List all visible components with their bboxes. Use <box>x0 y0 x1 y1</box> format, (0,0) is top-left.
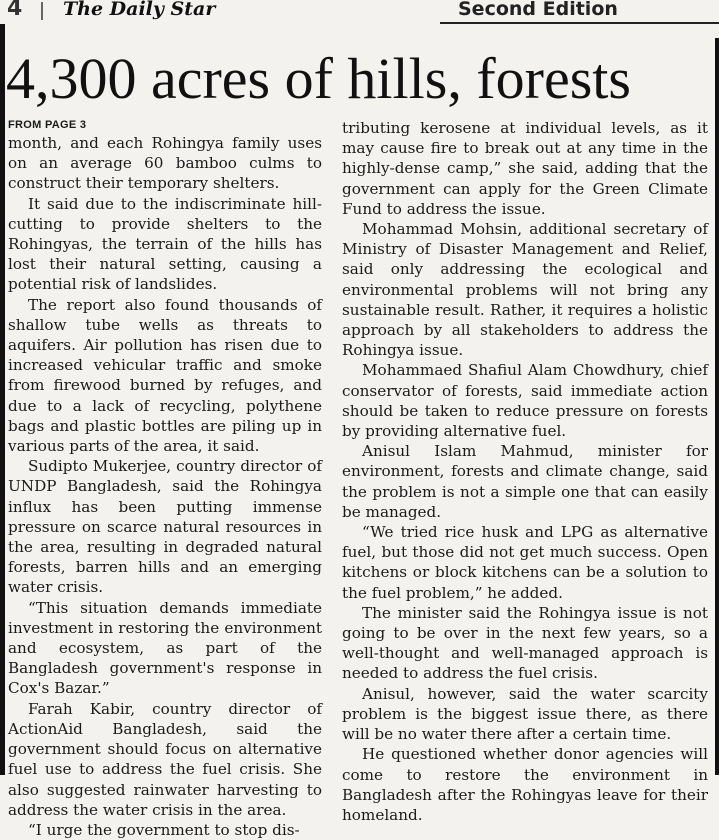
article-column-right <box>342 118 708 825</box>
masthead-divider <box>41 2 43 20</box>
edition-label: Second Edition <box>458 0 618 20</box>
paragraph: Farah Kabir, country director of ActionAid Bangladesh, said the government should focus on alternative fuel use to address the fuel crisis. She also suggested rainwater harvesting to address the water crisis in the area. <box>8 699 322 819</box>
paragraph: “I urge the government to stop dis- <box>28 820 300 839</box>
newspaper-name: The Daily Star <box>63 0 216 20</box>
continuation-label: FROM PAGE 3 <box>8 119 87 131</box>
page-number: 4 <box>7 0 23 21</box>
paragraph: The minister said the Rohingya issue is not going to be over in the next few years, so a well-thought and well-managed approach is needed to address the fuel crisis. <box>342 603 708 683</box>
paragraph: month, and each Rohingya family uses on an average 60 bamboo culms to construct their temporary shelters. <box>8 134 322 193</box>
paragraph: Sudipto Mukerjee, country director of UNDP Bangladesh, said the Rohingya influx has been putting immense pressure on scarce natural resources in the area, resulting in degraded natural forests, barren hills and an emerging water crisis. <box>8 457 322 597</box>
masthead <box>0 0 719 24</box>
paragraph: Anisul, however, said the water scarcity problem is the biggest issue there, as there will be no water there after a certain time. <box>342 684 708 744</box>
article-column-left <box>8 118 322 840</box>
masthead-rule <box>440 22 719 24</box>
page-edge-right <box>715 38 719 775</box>
page-edge-left <box>0 24 5 775</box>
paragraph: It said due to the indiscriminate hill-cutting to provide shelters to the Rohingyas, the terrain of the hills has lost their natural setting, causing a potential risk of landslides. <box>8 194 322 294</box>
paragraph: “This situation demands immediate investment in restoring the environment and ecosystem, as part of the Bangladesh government's response in Cox's Bazar.” <box>8 598 322 698</box>
paragraph: He questioned whether donor agencies will come to restore the environment in Bangladesh after the Rohingyas leave for their homeland. <box>342 745 708 824</box>
paragraph: The report also found thousands of shallow tube wells as threats to aquifers. Air pollution has risen due to increased vehicular traffic and smoke from firewood burned by refuges, and due to a lack of recycling, polythene bags and plastic bottles are piling up in various parts of the area, it said. <box>8 295 322 456</box>
paragraph: Mohammaed Shafiul Alam Chowdhury, chief conservator of forests, said immediate action should be taken to reduce pressure on forests by providing alternative fuel. <box>342 361 708 441</box>
paragraph: Anisul Islam Mahmud, minister for environment, forests and climate change, said the problem is not a simple one that can easily be managed. <box>342 442 708 521</box>
article-headline: 4,300 acres of hills, forests <box>6 46 631 111</box>
paragraph: “We tried rice husk and LPG as alternative fuel, but those did not get much success. Open kitchens or block kitchens can be a solution to the fuel problem,” he added. <box>342 523 708 602</box>
paragraph: tributing kerosene at individual levels, as it may cause fire to break out at any time in the highly-dense camp,” she said, adding that the government can apply for the Green Climate Fund to address the issue. <box>342 119 708 218</box>
paragraph: Mohammad Mohsin, additional secretary of Ministry of Disaster Management and Relief, said only addressing the ecological and environmental problems will not bring any sustainable result. Rather, it requires a holistic approach by all stakeholders to address the Rohingya issue. <box>342 220 708 360</box>
